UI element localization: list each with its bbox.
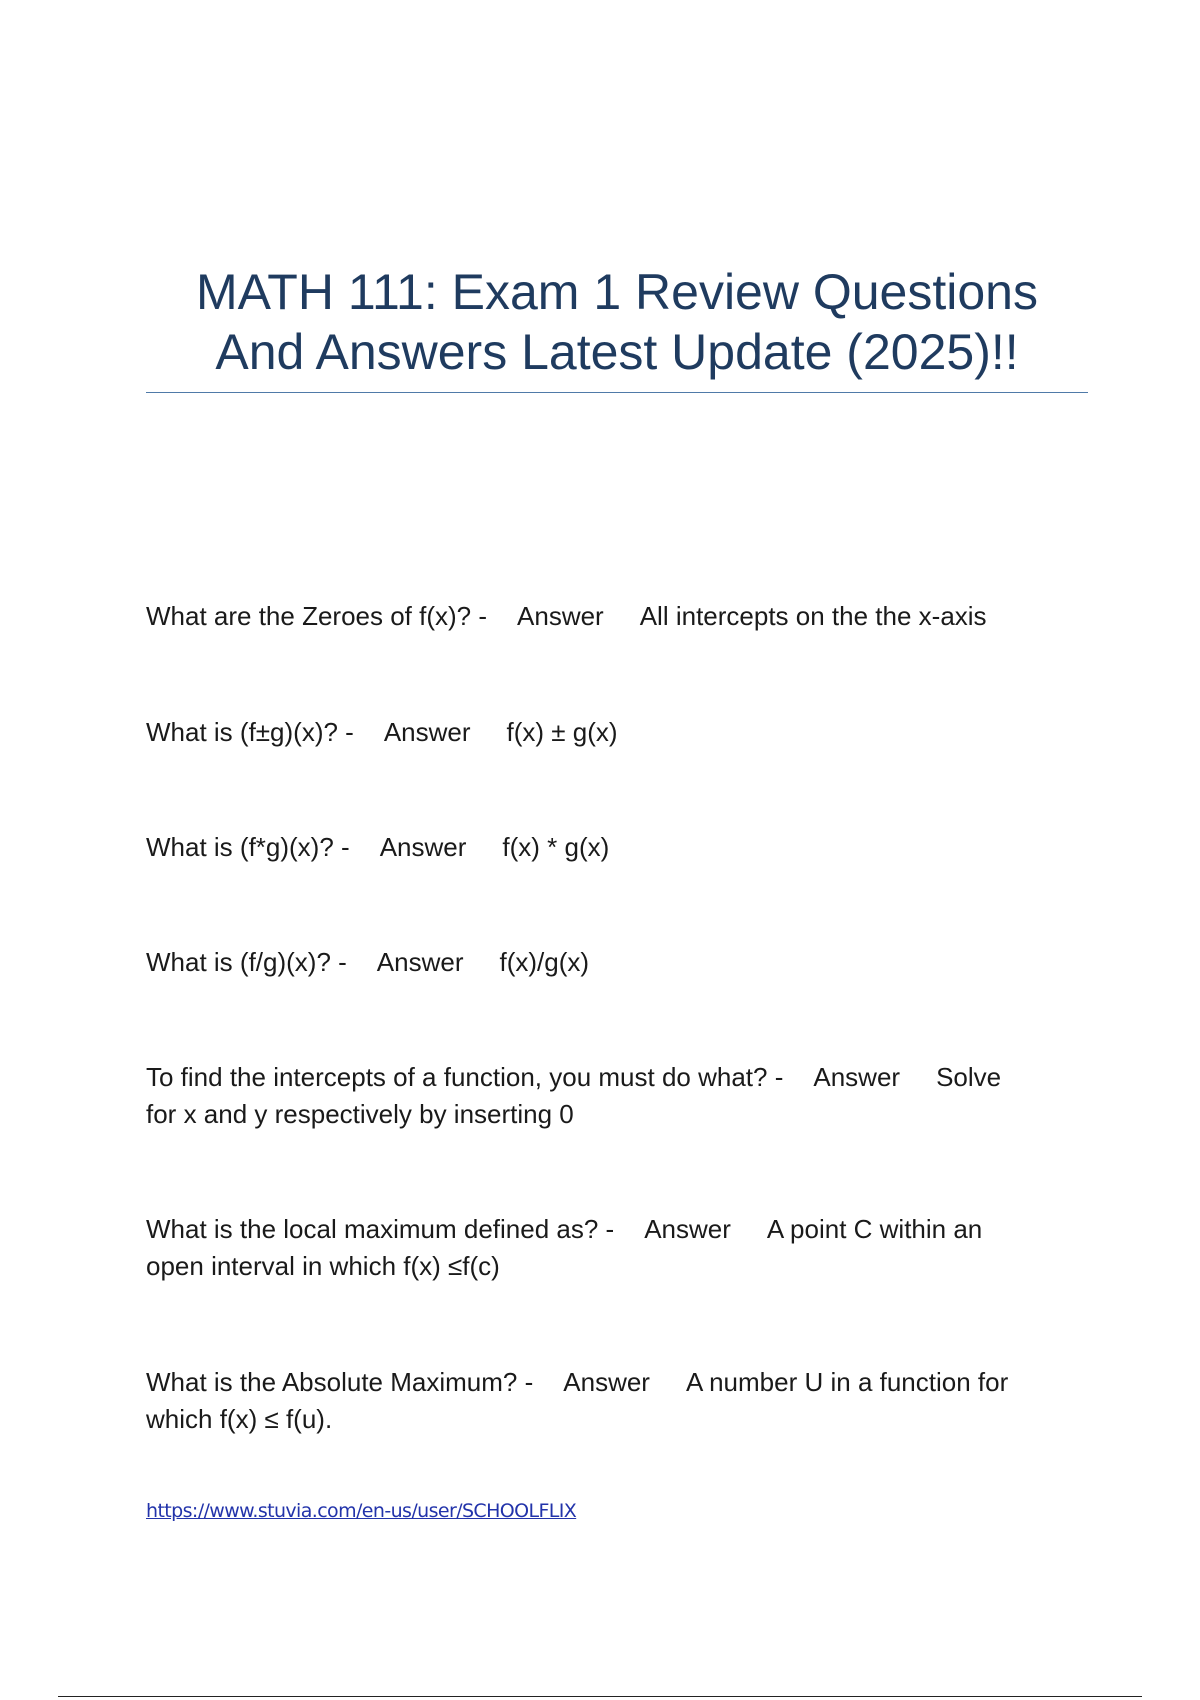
answer-label: Answer (376, 947, 464, 977)
qa-item-intercepts (146, 1059, 1096, 1133)
title-line-2: And Answers Latest Update (2025)!! (215, 324, 1019, 380)
question-text: What is (f±g)(x)? - (146, 717, 354, 747)
title-line-1: MATH 111: Exam 1 Review Questions (196, 264, 1038, 320)
qa-item-local-maximum (146, 1211, 1096, 1285)
profile-link[interactable]: https://www.stuvia.com/en-us/user/SCHOOLFLIX (146, 1500, 577, 1522)
question-text: To find the intercepts of a function, you must do what? - (146, 1062, 784, 1092)
answer-text: A number U in a function for (685, 1367, 1009, 1397)
question-text: What is (f*g)(x)? - (146, 832, 350, 862)
answer-label: Answer (379, 832, 467, 862)
qa-item-zeroes (146, 598, 1096, 635)
qa-item-absolute-maximum (146, 1364, 1096, 1438)
qa-item-product (146, 829, 1096, 866)
answer-label: Answer (517, 601, 604, 631)
answer-text: A point C within an (766, 1214, 983, 1244)
document-title (146, 262, 1088, 393)
answer-text: f(x) * g(x) (502, 832, 610, 862)
answer-text: f(x)/g(x) (499, 947, 590, 977)
question-text: What is the local maximum defined as? - (146, 1214, 615, 1244)
answer-text: Solve (936, 1062, 1002, 1092)
footer-divider (58, 1696, 1142, 1697)
question-text: What is the Absolute Maximum? - (146, 1367, 534, 1397)
question-text: What are the Zeroes of f(x)? - (146, 601, 488, 631)
answer-text-continued: for x and y respectively by inserting 0 (146, 1099, 574, 1129)
answer-label: Answer (644, 1214, 731, 1244)
answer-label: Answer (383, 717, 471, 747)
answer-text-continued: open interval in which f(x) ≤f(c) (146, 1251, 500, 1281)
question-text: What is (f/g)(x)? - (146, 947, 347, 977)
answer-text: All intercepts on the the x-axis (639, 601, 987, 631)
answer-label: Answer (813, 1062, 901, 1092)
answer-text-continued: which f(x) ≤ f(u). (146, 1404, 333, 1434)
answer-text: f(x) ± g(x) (506, 717, 618, 747)
qa-item-quotient (146, 944, 1096, 981)
answer-label: Answer (563, 1367, 650, 1397)
qa-item-sum-difference (146, 714, 1096, 751)
